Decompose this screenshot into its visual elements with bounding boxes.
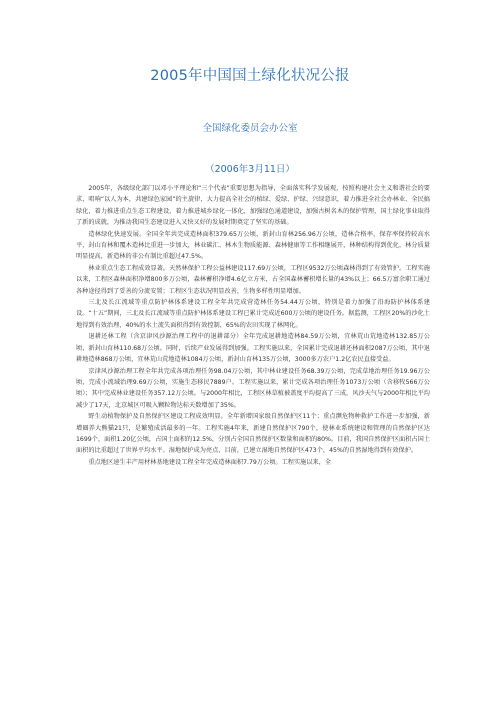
paragraph: 重点地区速生丰产用材林基地建设工程全年完成造林面积7.79万公顷。工程实施以来，全 bbox=[88, 458, 332, 466]
document-title: 2005年中国国土绿化状况公报 bbox=[150, 68, 350, 84]
paragraph: 造林绿化快速发展。全国全年共完成造林面积379.65万公顷，新封山育林256.96万公顷，造林合格率、保存率保持较高水平，封山育林和覆木造林比重进一步加大，林业碳汇、林木生物质能源、森林健康等工作相继展开，林种结构得到优化，林分质量明显提高，新造林的非公有制比重超过47.5%。 bbox=[76, 230, 430, 261]
paragraph: 野生动植物保护及自然保护区建设工程成效明显。全年新增国家级自然保护区11个；重点濒危物种救护工作进一步加强，新增圈养大熊猫21只，是繁殖成活最多的一年。工程实施4年来，新建自然保护区790个，使林业系统建设和管理的自然保护区达1699个，面积1.20亿公顷，占国土面积的12.5%，分别占全国自然保护区数量和面积的80%。目前，我国自然保护区面积占国土面积的比重超过了世界平均水平。湿地保护成为亮点，目前，已建立湿地自然保护区473个，45%的自然湿地得到有效保护。 bbox=[76, 413, 430, 455]
paragraph: 三北及长江流域等重点防护林体系建设工程全年共完成营造林任务54.44万公顷，特别是着力加强了沿海防护林体系建设。“十五”期间，三北及长江流域等重点防护林体系建设工程已累计完成近600万公顷的建设任务。据监测，工程区20%的沙化土地得到有效治理，40%的水土流失面积得到有效控制，65%的农田实现了林网化。 bbox=[76, 299, 430, 329]
paragraph: 京津风沙源治理工程全年共完成各项治理任务98.04万公顷，其中林业建设任务68.39万公顷，完成草地治理任务19.96万公顷，完成小流域治理9.69万公顷，实施生态移民7889户。工程实施以来，累计完成各项治理任务1073万公顷（含移牧566万公顷）；其中完成林业建设任务357.12万公顷。与2000年相比，工程区林草植被盖度平均提高了三成，风沙天气与2000年相比平均减少了17天，北京城区可吸入颗粒物达标天数增加了35%。 bbox=[76, 367, 430, 409]
publication-date: （2006年3月11日） bbox=[205, 164, 295, 175]
document-body bbox=[76, 183, 430, 468]
paragraph: 2005年，各级绿化部门以邓小平理论和“三个代表”重要思想为指导，全面落实科学发展观，按照构建社会主义和谐社会的要求，唱响“以人为本，共建绿色家园”的主旋律，大力提高全社会的植绿、爱绿、护绿、兴绿意识，着力推进全社会办林业、全民搞绿化，着力推进重点生态工程建设，着力推进城乡绿化一体化，加强绿色通道建设，加强古树名木的保护管理，国土绿化事业取得了新的成就，为推动我国生态建设进入又快又好的发展时期奠定了坚实的基础。 bbox=[76, 185, 430, 227]
paragraph: 退耕还林工程（含京津风沙源治理工程中的退耕部分）全年完成退耕地造林84.59万公顷，宜林荒山荒地造林132.85万公顷，新封山育林110.68万公顷。同时，后续产业发展得到加强。工程实施以来，全国累计完成退耕还林面积2087万公顷，其中退耕地造林868万公顷，宜林荒山荒地造林1084万公顷，新封山育林135万公顷，3000多万农户1.2亿农民直接受益。 bbox=[76, 333, 430, 364]
issuing-organization: 全国绿化委员会办公室 bbox=[202, 123, 298, 134]
paragraph: 林业重点生态工程成效显著。天然林保护工程公益林建设117.69万公顷，工程区9532万公顷森林得到了有效管护。工程实施以来，工程区森林面积净增800多万公顷，森林蓄积净增4.6亿立方米，占全国森林蓄积增长量的43%以上；66.5万富余职工通过各种途径得到了妥善的分流安置；工程区生态状况明显改善，生物多样性明显增加。 bbox=[76, 264, 430, 295]
